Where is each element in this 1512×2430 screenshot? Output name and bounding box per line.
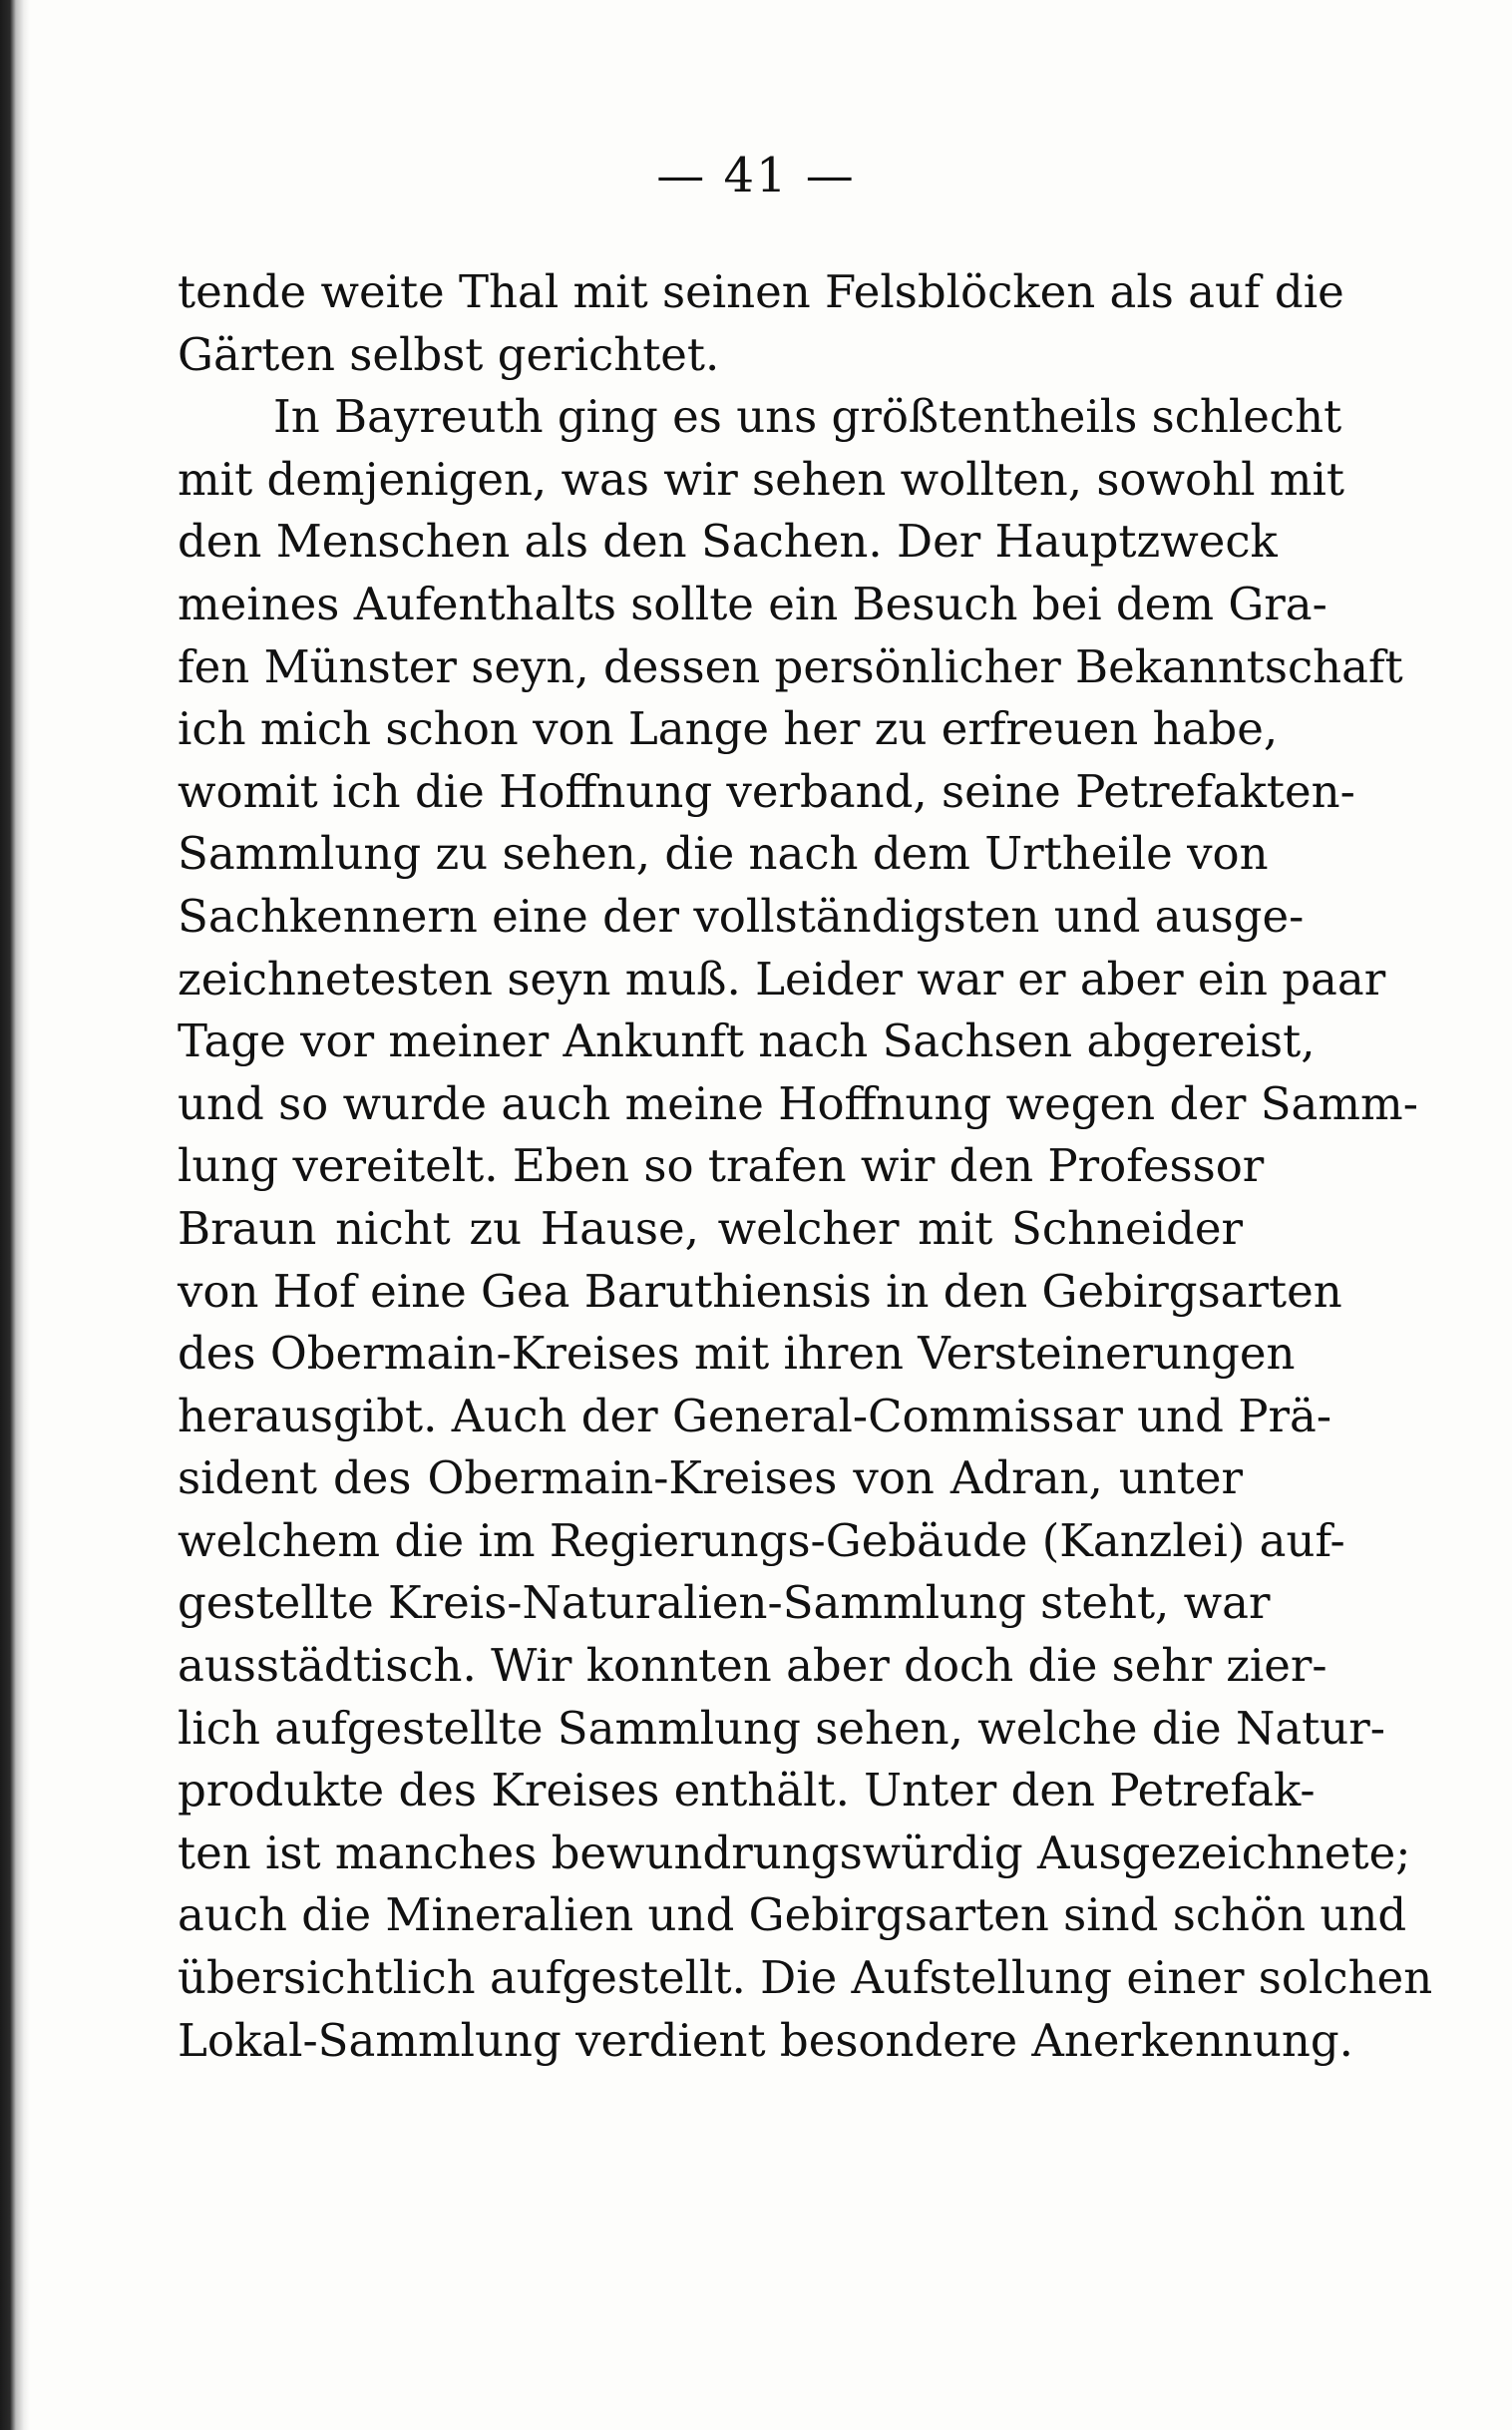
- text-line: Sachkennern eine der vollständigsten und ausge-: [178, 889, 1305, 943]
- text-line: lung vereitelt. Eben so trafen wir den Professor: [178, 1139, 1265, 1193]
- text-line: tende weite Thal mit seinen Felsblöcken als auf die: [178, 265, 1344, 318]
- text-line: Sammlung zu sehen, die nach dem Urtheile von: [178, 827, 1269, 881]
- text-line: herausgibt. Auch der General-Commissar und Prä-: [178, 1389, 1332, 1442]
- text-line: ten ist manches bewundrungswürdig Ausgezeichnete;: [178, 1825, 1411, 1879]
- text-line: produkte des Kreises enthält. Unter den Petrefak-: [178, 1764, 1316, 1818]
- text-line: übersichtlich aufgestellt. Die Aufstellung einer solchen: [178, 1951, 1433, 2005]
- text-line: den Menschen als den Sachen. Der Hauptzweck: [178, 515, 1278, 569]
- text-line: auch die Mineralien und Gebirgsarten sind schön und: [178, 1888, 1407, 1942]
- text-line: und so wurde auch meine Hoffnung wegen der Samm-: [178, 1076, 1418, 1130]
- text-line: zeichnetesten seyn muß. Leider war er aber ein paar: [178, 952, 1386, 1006]
- page-binding-edge: [0, 0, 30, 2430]
- text-line: womit ich die Hoffnung verband, seine Petrefakten-: [178, 764, 1355, 818]
- text-line: Braun nicht zu Hause, welcher mit Schneider: [178, 1201, 1243, 1255]
- text-line: des Obermain-Kreises mit ihren Versteinerungen: [178, 1327, 1296, 1381]
- text-line: von Hof eine Gea Baruthiensis in den Gebirgsarten: [178, 1264, 1342, 1318]
- text-line: welchem die im Regierungs-Gebäude (Kanzlei) auf-: [178, 1513, 1345, 1567]
- text-line: sident des Obermain-Kreises von Adran, unter: [178, 1451, 1243, 1505]
- text-line: Gärten selbst gerichtet.: [178, 327, 720, 381]
- page-number: — 41 —: [656, 148, 856, 203]
- text-line: In Bayreuth ging es uns größtentheils schlecht: [273, 390, 1342, 444]
- text-line: Tage vor meiner Ankunft nach Sachsen abgereist,: [178, 1014, 1316, 1068]
- text-line: lich aufgestellte Sammlung sehen, welche die Natur-: [178, 1701, 1385, 1755]
- text-line: ich mich schon von Lange her zu erfreuen habe,: [178, 702, 1279, 756]
- text-line: ausstädtisch. Wir konnten aber doch die sehr zier-: [178, 1639, 1327, 1693]
- text-line: meines Aufenthalts sollte ein Besuch bei dem Gra-: [178, 577, 1327, 630]
- text-line: Lokal-Sammlung verdient besondere Anerkennung.: [178, 2013, 1353, 2067]
- text-line: fen Münster seyn, dessen persönlicher Bekanntschaft: [178, 639, 1403, 693]
- body-text: [178, 261, 1433, 2072]
- text-line: mit demjenigen, was wir sehen wollten, sowohl mit: [178, 452, 1344, 506]
- text-line: gestellte Kreis-Naturalien-Sammlung steht, war: [178, 1576, 1271, 1630]
